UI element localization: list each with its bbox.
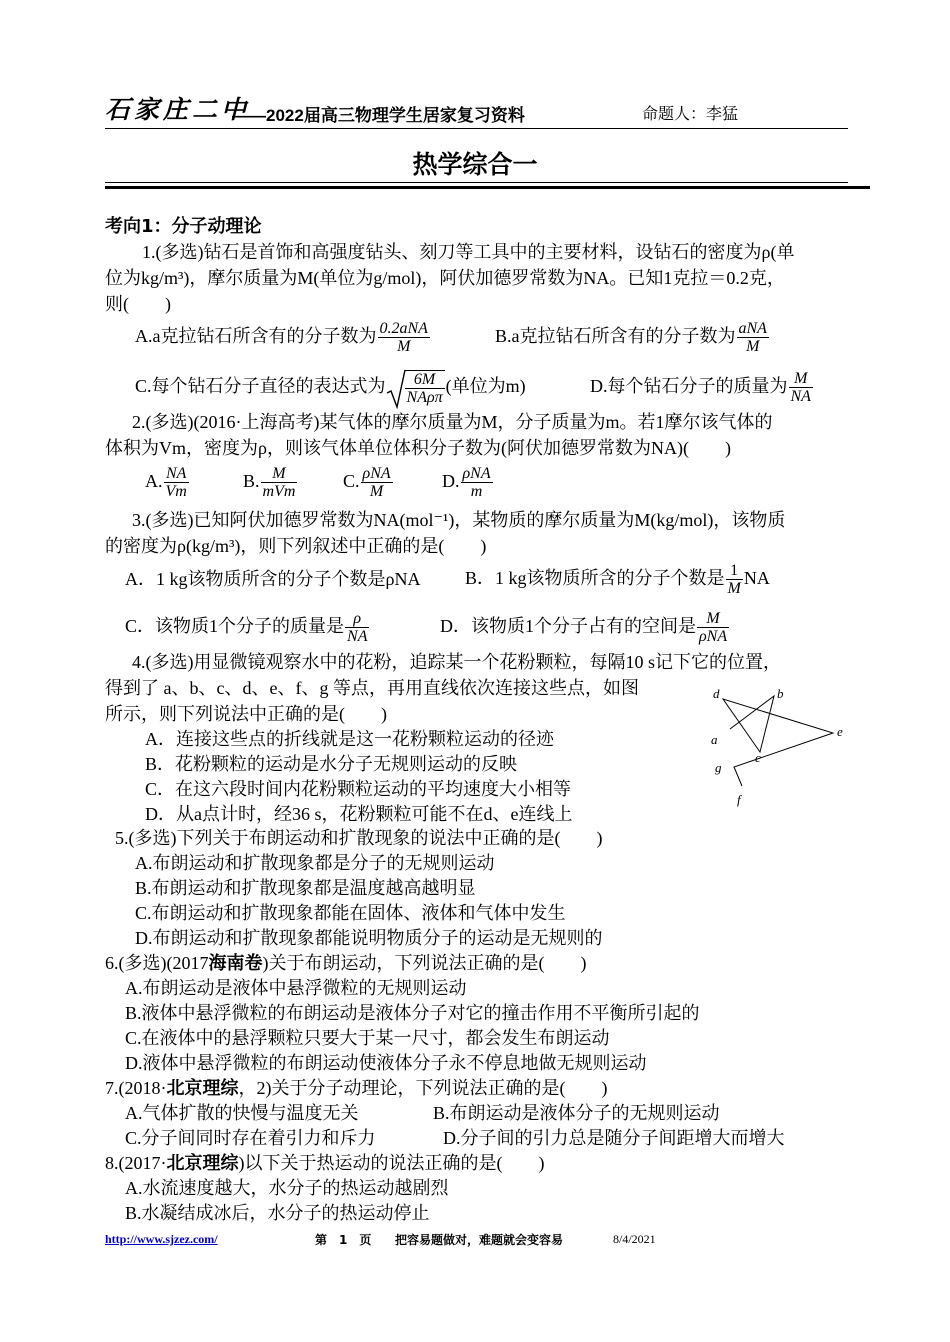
q2-option-d (442, 462, 494, 500)
footer (105, 1232, 850, 1252)
q1-option-c (135, 366, 526, 409)
q4-option-c: C．在这六段时间内花粉颗粒运动的平均速度大小相等 (145, 779, 572, 799)
q1-c-unit: (单位为m) (445, 376, 526, 396)
q2-b-label: B. (243, 471, 260, 491)
footer-motto: 把容易题做对，难题就会变容易 (395, 1233, 564, 1247)
q1-a-num: 0.2aNA (379, 320, 428, 338)
q7-option-a: A.气体扩散的快慢与温度无关 (125, 1103, 359, 1123)
q1-d-fraction (789, 370, 813, 405)
q5-option-d: D.布朗运动和扩散现象都能说明物质分子的运动是无规则的 (135, 928, 603, 948)
school-logo: 石家庄二中 (105, 95, 251, 124)
q3-option-b (465, 558, 770, 598)
q2-c-num: ρNA (362, 465, 391, 483)
q6-option-b: B.液体中悬浮微粒的布朗运动是液体分子对它的撞击作用不平衡所引起的 (125, 1003, 700, 1023)
q2-d-label: D. (442, 471, 460, 491)
q2-option-c (343, 462, 394, 500)
q2-b-fraction (261, 465, 298, 500)
q3-option-a: A．1 kg该物质所含的分子个数是ρNA (125, 569, 421, 589)
q1-c-fraction (405, 370, 445, 406)
q5-stem: 5.(多选)下列关于布朗运动和扩散现象的说法中正确的是( ) (115, 828, 603, 848)
q2-a-fraction (164, 465, 189, 500)
pollen-path-figure (705, 682, 855, 812)
q1-b-fraction (737, 320, 769, 355)
q6-option-d: D.液体中悬浮微粒的布朗运动使液体分子永不停息地做无规则运动 (125, 1053, 647, 1073)
point-f: f (737, 792, 741, 807)
q4-option-b: B．花粉颗粒的运动是水分子无规则运动的反映 (145, 754, 518, 774)
q5-option-a: A.布朗运动和扩散现象都是分子的无规则运动 (135, 853, 495, 873)
q2-b-num: M (261, 465, 298, 483)
q6-option-c: C.在液体中的悬浮颗粒只要大于某一尺寸，都会发生布朗运动 (125, 1028, 610, 1048)
q1-a-den: M (397, 338, 411, 356)
q6-stem (105, 951, 586, 975)
q2-option-a (145, 462, 190, 500)
q7-stem-source: 北京理综 (166, 1078, 239, 1098)
q3-b-text: B．1 kg该物质所含的分子个数是 (465, 568, 725, 588)
q3-d-fraction (697, 610, 729, 645)
q3-b-tail: NA (743, 568, 770, 588)
path-line (723, 696, 833, 786)
q7-option-d: D.分子间的引力总是随分子间距增大而增大 (443, 1128, 785, 1148)
q3-d-num: M (697, 610, 729, 628)
q7-stem-pre: 7.(2018· (105, 1078, 167, 1098)
q1-c-text: C.每个钻石分子直径的表达式为 (135, 376, 386, 396)
q7-stem-post: ，2)关于分子动理论，下列说法正确的是( ) (238, 1078, 608, 1098)
q3-option-d (440, 606, 730, 646)
point-a: a (711, 732, 718, 747)
q1-b-text: B.a克拉钻石所含有的分子数为 (495, 326, 736, 346)
q2-b-den: mVm (262, 483, 296, 501)
footer-page-number: 第 1 页 (315, 1233, 372, 1247)
q1-c-num: 6M (405, 371, 445, 389)
q3-b-fraction (726, 562, 743, 597)
q1-b-den: M (746, 338, 760, 356)
q7-stem (105, 1076, 607, 1100)
q6-stem-pre: 6.(多选)(2017 (105, 953, 209, 973)
footer-date: 8/4/2021 (613, 1232, 656, 1246)
q2-d-num: ρNA (462, 465, 491, 483)
q4-line2: 得到了 a、b、c、d、e、f、g 等点，再用直线依次连接这些点，如图 (105, 678, 639, 698)
q2-d-fraction (461, 465, 493, 500)
point-d: d (713, 686, 720, 701)
page-title: 热学综合一 (412, 150, 538, 179)
q4-option-d: D．从a点计时，经36 s，花粉颗粒可能不在d、e连线上 (145, 804, 573, 824)
q6-stem-source: 海南卷 (208, 953, 263, 973)
point-e: e (837, 724, 843, 739)
q1-a-fraction (378, 320, 430, 355)
q8-option-a: A.水流速度越大，水分子的热运动越剧烈 (125, 1178, 449, 1198)
q7-option-b: B.布朗运动是液体分子的无规则运动 (433, 1103, 720, 1123)
q4-line3: 所示，则下列说法中正确的是( ) (105, 704, 387, 724)
q3-c-num: ρ (345, 610, 369, 628)
header-rule (105, 128, 848, 129)
q3-c-fraction (345, 610, 369, 645)
q1-option-b (495, 318, 770, 355)
q1-d-num: M (789, 370, 813, 388)
q3-b-den: M (727, 580, 741, 598)
q2-a-label: A. (145, 471, 163, 491)
q2-a-num: NA (164, 465, 189, 483)
q6-stem-post: )关于布朗运动，下列说法正确的是( ) (262, 953, 587, 973)
q2-c-label: C. (343, 471, 360, 491)
q8-stem-pre: 8.(2017· (105, 1153, 167, 1173)
q1-line2: 位为kg/m³)，摩尔质量为M(单位为g/mol)，阿伏加德罗常数为NA。已知1克拉＝0.2克， (105, 268, 785, 288)
q3-c-text: C．该物质1个分子的质量是 (125, 616, 345, 636)
q2-line1: 2.(多选)(2016·上海高考)某气体的摩尔质量为M，分子质量为m。若1摩尔该气体的 (132, 412, 773, 432)
q4-line1: 4.(多选)用显微镜观察水中的花粉，追踪某一个花粉颗粒，每隔10 s记下它的位置， (132, 652, 781, 672)
q1-line3: 则( ) (105, 294, 171, 314)
q1-d-den: NA (790, 388, 811, 406)
q2-line2: 体积为Vm，密度为ρ，则该气体单位体积分子数为(阿伏加德罗常数为NA)( ) (105, 438, 731, 458)
q1-a-text: A.a克拉钻石所含有的分子数为 (135, 326, 377, 346)
q3-d-text: D．该物质1个分子占有的空间是 (440, 616, 696, 636)
title-rule-thin (105, 182, 848, 183)
q3-line1: 3.(多选)已知阿伏加德罗常数为NA(mol⁻¹)，某物质的摩尔质量为M(kg/mol)，该物质 (132, 510, 786, 530)
q5-option-c: C.布朗运动和扩散现象都能在固体、液体和气体中发生 (135, 903, 566, 923)
q1-option-d (590, 366, 814, 406)
q3-line2: 的密度为ρ(kg/m³)，则下列叙述中正确的是( ) (105, 536, 487, 556)
q4-option-a: A．连接这些点的折线就是这一花粉颗粒运动的径迹 (145, 729, 554, 749)
q8-stem-post: )以下关于热运动的说法正确的是( ) (238, 1153, 545, 1173)
q1-c-den: NAρπ (406, 388, 443, 406)
q6-option-a: A.布朗运动是液体中悬浮微粒的无规则运动 (125, 978, 467, 998)
q1-line1: 1.(多选)钻石是首饰和高强度钻头、刻刀等工具中的主要材料，设钻石的密度为ρ(单 (142, 242, 795, 262)
q2-c-den: M (369, 483, 384, 501)
q1-d-text: D.每个钻石分子的质量为 (590, 376, 788, 396)
doc-title: ——2022届高三物理学生居家复习资料 (232, 106, 525, 125)
q8-stem-source: 北京理综 (166, 1153, 239, 1173)
sqrt-symbol (386, 367, 406, 409)
q5-option-b: B.布朗运动和扩散现象都是温度越高越明显 (135, 878, 476, 898)
point-c: c (755, 750, 761, 765)
q3-c-den: NA (347, 628, 368, 646)
q8-option-b: B.水凝结成冰后，水分子的热运动停止 (125, 1203, 430, 1223)
q1-b-num: aNA (738, 320, 767, 338)
q3-b-num: 1 (726, 562, 743, 580)
title-rule-thick (105, 186, 870, 189)
q2-option-b (243, 462, 298, 500)
q2-a-den: Vm (165, 483, 187, 501)
q1-option-a (135, 318, 431, 355)
author: 命题人：李猛 (642, 104, 739, 123)
q2-c-fraction (361, 465, 393, 500)
q3-option-c (125, 606, 370, 646)
q8-stem (105, 1151, 544, 1175)
section-heading: 考向1：分子动理论 (105, 216, 262, 237)
q2-d-den: m (470, 483, 483, 501)
point-g: g (715, 760, 722, 775)
q7-option-c: C.分子间同时存在着引力和斥力 (125, 1128, 376, 1148)
footer-url-link[interactable]: http://www.sjzez.com/ (105, 1232, 218, 1246)
point-b: b (777, 686, 784, 701)
q3-d-den: ρNA (699, 628, 728, 646)
